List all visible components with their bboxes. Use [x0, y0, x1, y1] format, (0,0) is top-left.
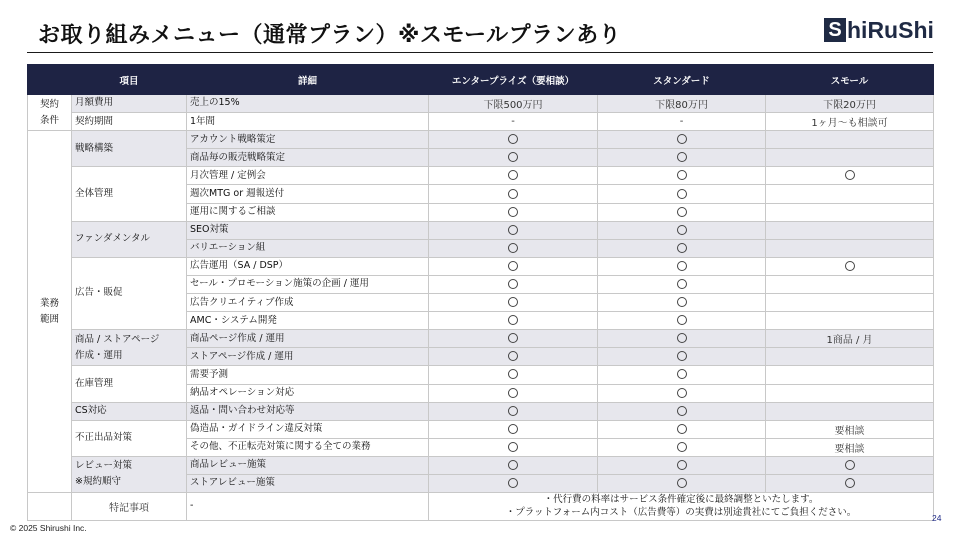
- enterprise-cell: [429, 330, 598, 348]
- small-cell: [766, 366, 934, 384]
- table-row: [28, 221, 934, 239]
- small-cell: [766, 149, 934, 167]
- circle-mark-icon: [677, 207, 687, 217]
- circle-mark-icon: [845, 261, 855, 271]
- enterprise-cell: [429, 131, 598, 149]
- circle-mark-icon: [508, 351, 518, 361]
- detail-cell: 1年間: [187, 113, 429, 131]
- group-item-cell: [72, 456, 187, 492]
- special-note-line: ・代行費の料率はサービス条件確定後に最終調整といたします。: [543, 493, 819, 505]
- detail-cell: 運用に関するご相談: [187, 203, 429, 221]
- circle-mark-icon: [677, 406, 687, 416]
- detail-cell: SEO対策: [187, 221, 429, 239]
- circle-mark-icon: [508, 297, 518, 307]
- detail-cell: アカウント戦略策定: [187, 131, 429, 149]
- circle-mark-icon: [508, 478, 518, 488]
- special-label: 特記事項: [72, 493, 187, 521]
- table-row: [28, 330, 934, 348]
- circle-mark-icon: [677, 152, 687, 162]
- circle-mark-icon: [508, 315, 518, 325]
- enterprise-cell: [429, 312, 598, 330]
- standard-cell: [598, 167, 766, 185]
- standard-cell: [598, 294, 766, 312]
- circle-mark-icon: [677, 297, 687, 307]
- small-cell: 下限20万円: [766, 95, 934, 113]
- table-row: [28, 257, 934, 275]
- special-detail: -: [187, 493, 429, 521]
- group-item-cell: 不正出品対策: [72, 420, 187, 456]
- detail-cell: バリエーション組: [187, 239, 429, 257]
- small-cell: 要相談: [766, 420, 934, 438]
- table-row: [28, 167, 934, 185]
- circle-mark-icon: [677, 478, 687, 488]
- circle-mark-icon: [508, 207, 518, 217]
- header-enterprise: エンタープライズ（要相談）: [429, 65, 598, 95]
- detail-cell: 週次MTG or 週報送付: [187, 185, 429, 203]
- enterprise-cell: [429, 185, 598, 203]
- table-row: [28, 420, 934, 438]
- circle-mark-icon: [508, 369, 518, 379]
- circle-mark-icon: [677, 225, 687, 235]
- circle-mark-icon: [677, 189, 687, 199]
- small-cell: [766, 239, 934, 257]
- table-row: [28, 456, 934, 474]
- small-cell: [766, 456, 934, 474]
- category-contract: 契約条件: [28, 95, 72, 131]
- circle-mark-icon: [508, 134, 518, 144]
- circle-mark-icon: [677, 279, 687, 289]
- standard-cell: -: [598, 113, 766, 131]
- small-cell: [766, 257, 934, 275]
- group-item-cell: ファンダメンタル: [72, 221, 187, 257]
- enterprise-cell: [429, 384, 598, 402]
- group-item-cell: 広告・販促: [72, 257, 187, 329]
- header-detail: 詳細: [187, 65, 429, 95]
- standard-cell: [598, 312, 766, 330]
- small-cell: [766, 474, 934, 492]
- small-cell: [766, 221, 934, 239]
- standard-cell: [598, 384, 766, 402]
- circle-mark-icon: [508, 460, 518, 470]
- detail-cell: 月次管理 / 定例会: [187, 167, 429, 185]
- special-blank: [28, 493, 72, 521]
- circle-mark-icon: [845, 478, 855, 488]
- enterprise-cell: [429, 366, 598, 384]
- standard-cell: [598, 474, 766, 492]
- detail-cell: 納品オペレーション対応: [187, 384, 429, 402]
- detail-cell: AMC・システム開発: [187, 312, 429, 330]
- page-number: 24: [932, 513, 942, 523]
- circle-mark-icon: [677, 243, 687, 253]
- small-cell: [766, 312, 934, 330]
- standard-cell: [598, 221, 766, 239]
- detail-cell: 返品・問い合わせ対応等: [187, 402, 429, 420]
- logo-text: hiRuShi: [847, 16, 934, 43]
- special-notes: [429, 493, 934, 521]
- small-cell: 要相談: [766, 438, 934, 456]
- standard-cell: [598, 402, 766, 420]
- detail-cell: 商品ページ作成 / 運用: [187, 330, 429, 348]
- circle-mark-icon: [508, 406, 518, 416]
- group-item-line: レビュー対策: [75, 460, 133, 472]
- circle-mark-icon: [677, 460, 687, 470]
- shirushi-logo: [824, 17, 934, 43]
- small-cell: [766, 384, 934, 402]
- detail-cell: ストアページ作成 / 運用: [187, 348, 429, 366]
- group-item-cell: CS対応: [72, 402, 187, 420]
- group-item-cell: [72, 330, 187, 366]
- small-cell: [766, 167, 934, 185]
- small-cell: [766, 185, 934, 203]
- group-item-line: 作成・運用: [75, 349, 123, 361]
- header-standard: スタンダード: [598, 65, 766, 95]
- standard-cell: [598, 330, 766, 348]
- circle-mark-icon: [677, 170, 687, 180]
- header-blank: [28, 65, 72, 95]
- circle-mark-icon: [677, 442, 687, 452]
- standard-cell: 下限80万円: [598, 95, 766, 113]
- category-scope: 業務範囲: [28, 131, 72, 493]
- plan-menu-table: [27, 64, 934, 521]
- circle-mark-icon: [508, 424, 518, 434]
- copyright: © 2025 Shirushi Inc.: [10, 523, 87, 533]
- standard-cell: [598, 149, 766, 167]
- detail-cell: 偽造品・ガイドライン違反対策: [187, 420, 429, 438]
- small-cell: [766, 294, 934, 312]
- detail-cell: 商品レビュー施策: [187, 456, 429, 474]
- circle-mark-icon: [677, 424, 687, 434]
- enterprise-cell: [429, 294, 598, 312]
- logo-mark: S: [824, 18, 846, 42]
- small-cell: [766, 402, 934, 420]
- enterprise-cell: [429, 221, 598, 239]
- standard-cell: [598, 131, 766, 149]
- circle-mark-icon: [508, 442, 518, 452]
- circle-mark-icon: [677, 261, 687, 271]
- small-cell: 1ヶ月～も相談可: [766, 113, 934, 131]
- circle-mark-icon: [508, 333, 518, 343]
- group-item-line: ※規約順守: [75, 476, 121, 488]
- special-note-line: ・プラットフォーム内コスト（広告費等）の実費は別途貴社にてご負担ください。: [505, 506, 857, 518]
- detail-cell: 売上の15%: [187, 95, 429, 113]
- table-row: [28, 366, 934, 384]
- enterprise-cell: [429, 420, 598, 438]
- standard-cell: [598, 239, 766, 257]
- standard-cell: [598, 420, 766, 438]
- small-cell: [766, 348, 934, 366]
- detail-cell: 広告運用（SA / DSP）: [187, 257, 429, 275]
- item-cell: 月額費用: [72, 95, 187, 113]
- table-row: [28, 113, 934, 131]
- enterprise-cell: [429, 348, 598, 366]
- enterprise-cell: [429, 149, 598, 167]
- small-cell: [766, 203, 934, 221]
- standard-cell: [598, 203, 766, 221]
- group-item-cell: 戦略構築: [72, 131, 187, 167]
- detail-cell: 広告クリエイティブ作成: [187, 294, 429, 312]
- standard-cell: [598, 257, 766, 275]
- circle-mark-icon: [508, 279, 518, 289]
- standard-cell: [598, 438, 766, 456]
- enterprise-cell: -: [429, 113, 598, 131]
- enterprise-cell: [429, 402, 598, 420]
- table-header-row: [28, 65, 934, 95]
- standard-cell: [598, 456, 766, 474]
- circle-mark-icon: [677, 134, 687, 144]
- circle-mark-icon: [508, 243, 518, 253]
- group-item-cell: 在庫管理: [72, 366, 187, 402]
- detail-cell: ストアレビュー施策: [187, 474, 429, 492]
- circle-mark-icon: [508, 189, 518, 199]
- circle-mark-icon: [508, 170, 518, 180]
- small-cell: 1商品 / 月: [766, 330, 934, 348]
- standard-cell: [598, 185, 766, 203]
- circle-mark-icon: [677, 351, 687, 361]
- circle-mark-icon: [508, 261, 518, 271]
- enterprise-cell: [429, 203, 598, 221]
- page-title: お取り組みメニュー（通常プラン）※スモールプランあり: [38, 23, 622, 48]
- circle-mark-icon: [845, 460, 855, 470]
- detail-cell: 商品毎の販売戦略策定: [187, 149, 429, 167]
- enterprise-cell: [429, 257, 598, 275]
- table-row: [28, 95, 934, 113]
- circle-mark-icon: [677, 315, 687, 325]
- circle-mark-icon: [677, 333, 687, 343]
- title-divider: [27, 52, 933, 53]
- standard-cell: [598, 366, 766, 384]
- enterprise-cell: [429, 438, 598, 456]
- table-row: [28, 402, 934, 420]
- group-item-line: 商品 / ストアページ: [75, 333, 160, 345]
- circle-mark-icon: [508, 225, 518, 235]
- enterprise-cell: 下限500万円: [429, 95, 598, 113]
- enterprise-cell: [429, 275, 598, 293]
- detail-cell: その他、不正転売対策に関する全ての業務: [187, 438, 429, 456]
- detail-cell: セール・プロモーション施策の企画 / 運用: [187, 275, 429, 293]
- standard-cell: [598, 348, 766, 366]
- circle-mark-icon: [677, 388, 687, 398]
- group-item-cell: 全体管理: [72, 167, 187, 221]
- circle-mark-icon: [845, 170, 855, 180]
- enterprise-cell: [429, 474, 598, 492]
- circle-mark-icon: [508, 152, 518, 162]
- circle-mark-icon: [508, 388, 518, 398]
- enterprise-cell: [429, 167, 598, 185]
- header-item: 項目: [72, 65, 187, 95]
- standard-cell: [598, 275, 766, 293]
- table-row: [28, 131, 934, 149]
- enterprise-cell: [429, 456, 598, 474]
- item-cell: 契約期間: [72, 113, 187, 131]
- header-small: スモール: [766, 65, 934, 95]
- circle-mark-icon: [677, 369, 687, 379]
- enterprise-cell: [429, 239, 598, 257]
- small-cell: [766, 275, 934, 293]
- special-notes-row: [28, 493, 934, 521]
- detail-cell: 需要予測: [187, 366, 429, 384]
- small-cell: [766, 131, 934, 149]
